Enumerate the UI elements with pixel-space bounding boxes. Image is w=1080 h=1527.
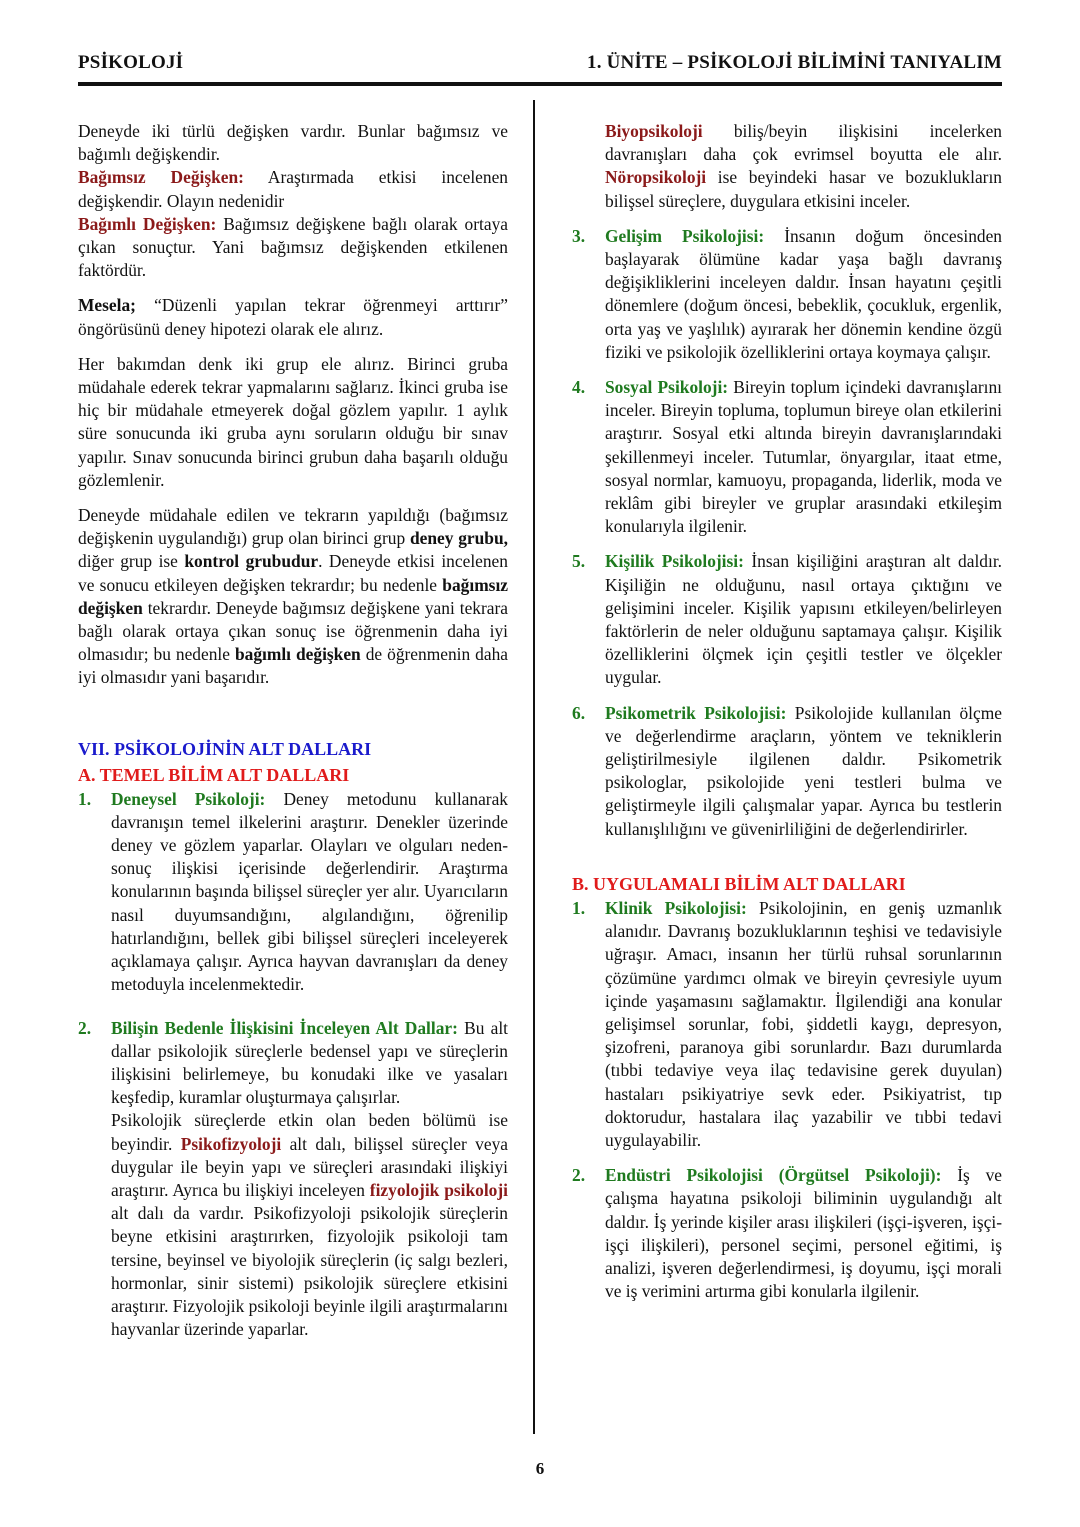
psychophysiology-term: Psikofizyoloji bbox=[180, 1133, 282, 1154]
example-paragraph: Mesela; “Düzenli yapılan tekrar öğrenmeyi arttırır” öngörüsünü deney hipotezi olarak ele alırız. bbox=[78, 295, 508, 339]
branch-item: 6. Psikometrik Psikolojisi: Psikolojide kullanılan ölçme ve değerlendirme araçların, yöntem ve tekniklerin geliştirilmesiyle ilgilenen daldır. Psikometrik psikologlar, psikolojide yeni testleri bulma ve geliştirmeyle ilgili çalışmalar yapar. Ayrıca bu testlerin kullanışlılığını ve güvenirliliğini de değerlendirirler. bbox=[572, 702, 1002, 839]
branch-item: 3. Gelişim Psikolojisi: İnsanın doğum öncesinden başlayarak ölümüne kadar yaşa bağlı davranış değişikliklerini inceleyen daldır. İnsan hayatını çeşitli dönemlere (doğum öncesi, bebeklik, çocukluk, ergenlik, orta yaş ve yaşlılık) ayırarak her dönemin kendine özgü fiziki ve psikolojik özelliklerini ortaya koymaya çalışır. bbox=[572, 225, 1003, 362]
branch-term: Endüstri Psikolojisi (Örgütsel Psikoloji): bbox=[605, 1165, 942, 1186]
branch-term: Psikometrik Psikolojisi: bbox=[605, 702, 787, 723]
branch-term: Deneysel Psikoloji: bbox=[111, 788, 266, 809]
column-divider bbox=[533, 100, 535, 1434]
independent-variable-definition: Bağımsız Değişken: Araştırmada etkisi incelenen değişkendir. Olayın nedenidir bbox=[78, 167, 508, 211]
dependent-variable-definition: Bağımlı Değişken: Bağımsız değişkene bağlı olarak ortaya çıkan sonuçtur. Yani bağımsız değişkenden etkilenen faktördür. bbox=[78, 213, 508, 281]
applied-branch-item: 1. Klinik Psikolojisi: Psikolojinin, en geniş uzmanlık alanıdır. Davranış bozukluklarının teşhisi ve tedavisiyle uğraşır. Amacı, insanın her türlü ruhsal sorunlarının çözümüne yardımcı olmak ve bireyin çevresiyle uyum içinde yaşamasını sağlamaktır. İlgilendiği ana konular gelişimsel sorunlar, fobi, şiddetli kaygı, depresyon, şizofreni, paranoya gibi sorunlardır. Bazı durumlarda (tıbbi tedaviye veya ilaç tedavisine gerek duyulan) hastaları psikiyatriye sevk eder. Psikiyatrist, tıp doktorudur, hastalara ilaç yazabilir ve tıbbi tedavi uygulayabilir. bbox=[572, 897, 1002, 1150]
explanation-paragraph: Deneyde müdahale edilen ve tekrarın yapıldığı (bağımsız değişkenin uygulandığı) grup olan birinci grup deney grubu, diğer grup ise kontrol grubudur. Deneyde etkisi incelenen ve sonucu etkileyen değişken tekrardır; bu nedenle bağımsız değişken tekrardır. Deneyde bağımsız değişkene yani tekrara bağlı olarak ortaya çıkan sonuç ise öğrenmenin daha iyi olmasıdır; bu nedenle bağımlı değişken de öğrenmenin daha iyi olmasıdır yani başarıdır. bbox=[78, 505, 508, 688]
groups-paragraph: Her bakımdan denk iki grup ele alırız. Birinci gruba müdahale ederek tekrar yapmalarını sağlarız. İkinci gruba ise hiç bir müdahale etmeyerek doğal gözlem yapılır. 1 aylık süre sonucunda iki gruba aynı soruların olduğu bir sınav yapılır. Sınav sonucunda birinci grubun daha başarılı olduğu gözlemlenir. bbox=[78, 353, 508, 490]
page-header bbox=[78, 50, 1002, 80]
branch-term: Klinik Psikolojisi: bbox=[605, 897, 747, 918]
subsection-heading-b: B. UYGULAMALI BİLİM ALT DALLARI bbox=[572, 873, 906, 894]
dependent-variable-term: Bağımlı Değişken: bbox=[78, 213, 217, 234]
left-column bbox=[78, 120, 508, 1341]
right-column bbox=[572, 120, 1002, 1303]
subject-title: PSİKOLOJİ bbox=[78, 52, 184, 73]
biopsychology-term: Biyopsikoloji bbox=[605, 121, 703, 141]
applied-branch-item: 2. Endüstri Psikolojisi (Örgütsel Psikoloji): İş ve çalışma hayatına psikoloji biliminin uygulandığı alt daldır. İş yerinde kişiler arası ilişkileri (işçi-işveren, işçi-işçi ilişkileri), personel seçimi, personel eğitimi, iş analizi, işveren değerlendirmesi, iş doyumu, işçi morali ve iş verimini artırma gibi konularla ilgilenir. bbox=[572, 1165, 1002, 1302]
branch-term: Sosyal Psikoloji: bbox=[605, 377, 729, 398]
intro-paragraph: Deneyde iki türlü değişken vardır. Bunlar bağımsız ve bağımlı değişkendir. bbox=[78, 121, 508, 165]
independent-variable-term: Bağımsız Değişken: bbox=[78, 167, 244, 188]
section-heading: VII. PSİKOLOJİNİN ALT DALLARI bbox=[78, 738, 372, 759]
branch-item: 5. Kişilik Psikolojisi: İnsan kişiliğini araştıran alt daldır. Kişiliğin ne olduğunu, nasıl ortaya çıktığını ve gelişimini inceler. Kişilik yapısını etkileyen/belirleyen faktörlerin de neler olduğunu saptamaya çalışır. Kişilik özelliklerini ölçmek için çeşitli testler ve ölçekler uygular. bbox=[572, 551, 1002, 688]
branch-term: Kişilik Psikolojisi: bbox=[605, 551, 744, 572]
unit-title: 1. ÜNİTE – PSİKOLOJİ BİLİMİNİ TANIYALIM bbox=[587, 52, 1002, 73]
branch-term: Bilişin Bedenle İlişkisini İnceleyen Alt Dallar: bbox=[111, 1017, 458, 1038]
branch-item: 2. Bilişin Bedenle İlişkisini İnceleyen Alt Dallar: Bu alt dallar psikolojik süreçlerle bedensel yapı ve süreçlerin ilişkisini belirlemeye, bu konudaki ilke ve yasaları keşfedip, kuramlar oluşturmaya çalışırlar. Psikolojik süreçlerde etkin olan beden bölümü ise beyindir. Psikofizyoloji alt dalı, bilişsel süreçler veya duygular ile beyin yapı ve süreçleri arasındaki ilişkiyi araştırır. Ayrıca bu ilişkiyi inceleyen fizyolojik psikoloji alt dalı da vardır. Psikofizyoloji psikolojik süreçlerin beyne etkisini araştırırken, fizyolojik psikoloji tam tersine, beyinsel ve biyolojik süreçlerin (iç salgı bezleri, hormonlar, sinir sistemi) psikolojik süreçlere etkisini araştırır. Fizyolojik psikoloji beyinle ilgili araştırmalarını hayvanlar üzerinde yaparlar. bbox=[78, 1017, 509, 1340]
physiological-psychology-term: fizyolojik psikoloji bbox=[369, 1179, 508, 1200]
header-rule bbox=[78, 82, 1002, 86]
neuropsychology-term: Nöropsikoloji bbox=[605, 167, 707, 188]
branch-item: 4. Sosyal Psikoloji: Bireyin toplum içindeki davranışlarını inceler. Bireyin topluma, toplumun bireye olan etkilerini araştırır. Sosyal etki altında bireyin davranışlarındaki şekillenmeyi inceler. Tutumlar, önyargılar, itaat etme, sosyal normlar, kamuoyu, propaganda, liderlik, moda ve reklâm gibi bireyler ve gruplar arasındaki etkileşim konularıyla ilgilenir. bbox=[572, 377, 1002, 537]
branch-item: 1. Deneysel Psikoloji: Deney metodunu kullanarak davranışın temel ilkelerini araştırır. Denekler üzerinde deney ve gözlem yaparlar. Olayları ve olguları neden-sonuç ilişkisi içerisinde değerlendirir. Araştırma konularının başında bilişsel süreçler yer alır. Uyarıcıların nasıl duyumsandığını, algılandığını, öğrenilip hatırlandığını, bellek gibi bilişsel süreçleri inceleyerek açıklamaya çalışır. Ayrıca hayvan davranışları da deney metoduyla incelenmektedir. bbox=[78, 788, 508, 995]
branch-term: Gelişim Psikolojisi: bbox=[605, 225, 765, 246]
subsection-heading-a: A. TEMEL BİLİM ALT DALLARI bbox=[78, 764, 350, 785]
page-number: 6 bbox=[535, 1459, 545, 1478]
continuation-paragraph: Biyopsikoloji biliş/beyin ilişkisini incelerken davranışları daha çok evrimsel boyutta ele alır. Nöropsikoloji ise beyindeki hasar ve bozuklukların bilişsel süreçlere, duygulara etkisini inceler. bbox=[605, 121, 1002, 211]
